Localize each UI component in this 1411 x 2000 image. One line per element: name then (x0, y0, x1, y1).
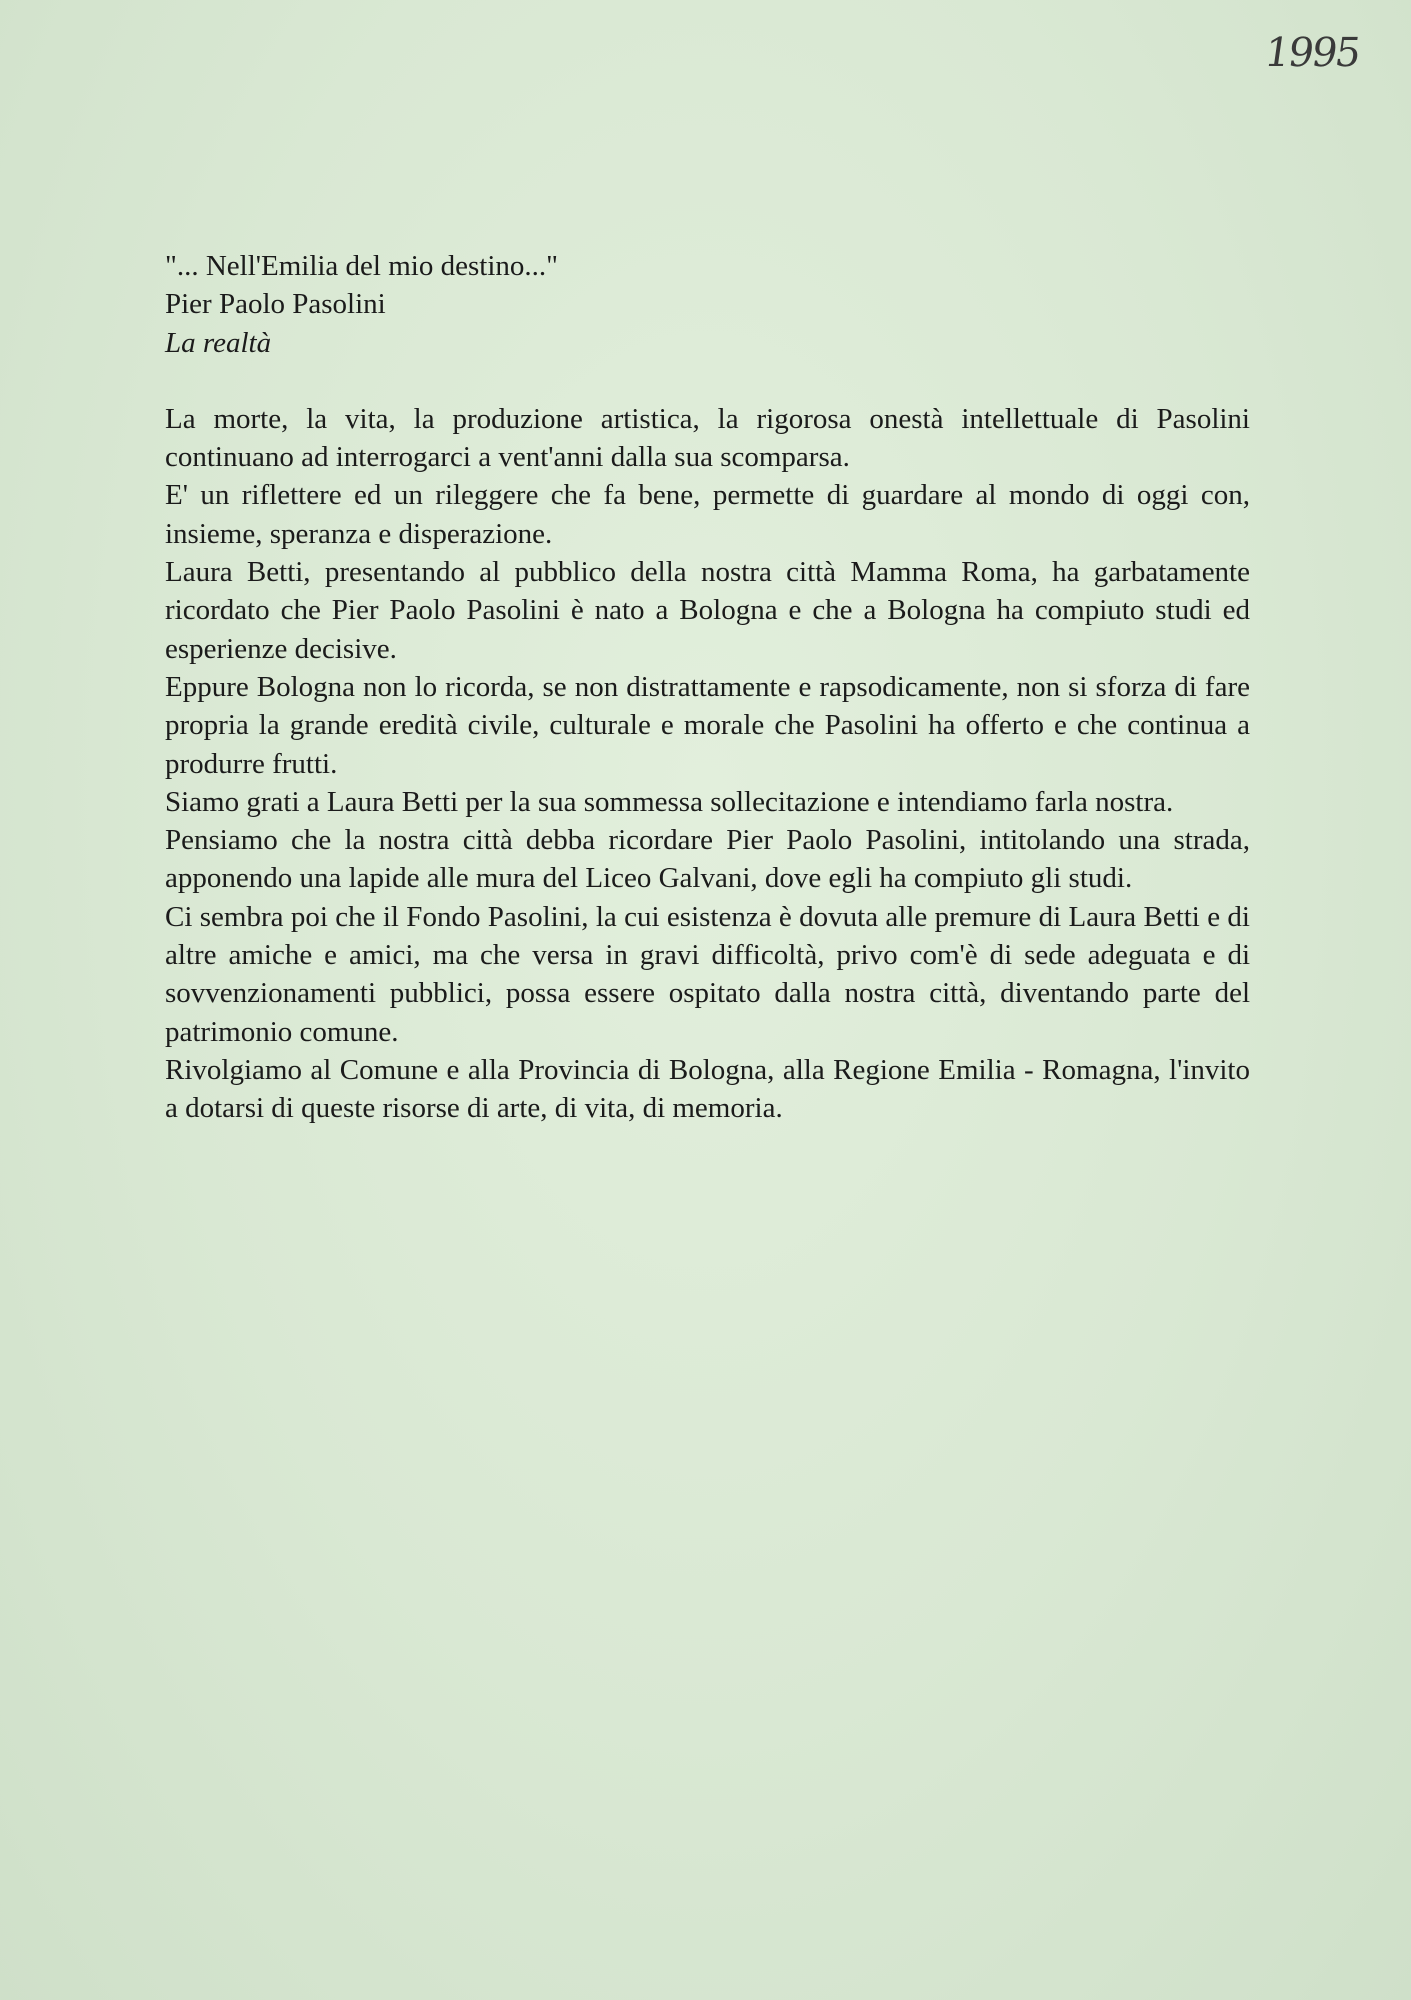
paragraph: Pensiamo che la nostra città debba ricordare Pier Paolo Pasolini, intitolando una strada, apponendo una lapide alle mura del Liceo Galvani, dove egli ha compiuto gli studi. (165, 824, 1250, 895)
epigraph-author: Pier Paolo Pasolini (165, 288, 386, 321)
epigraph (165, 247, 1250, 362)
paragraph: Eppure Bologna non lo ricorda, se non distrattamente e rapsodicamente, non si sforza di fare propria la grande eredità civile, culturale e morale che Pasolini ha offerto e che continua a produrre frutti. (165, 670, 1250, 780)
paragraph: Rivolgiamo al Comune e alla Provincia di Bologna, alla Regione Emilia - Romagna, l'invito a dotarsi di queste risorse di arte, di vita, di memoria. (165, 1053, 1250, 1125)
handwritten-year-annotation: 1995 (1261, 30, 1363, 76)
paragraph: Siamo grati a Laura Betti per la sua sommessa sollecitazione e intendiamo farla nostra. (165, 785, 1174, 818)
document-body (165, 247, 1250, 1128)
paragraph: Ci sembra poi che il Fondo Pasolini, la cui esistenza è dovuta alle premure di Laura Betti e di altre amiche e amici, ma che versa in gravi difficoltà, privo com'è di sede adeguata e di sovvenzionamenti pubblici, possa essere ospitato dalla nostra città, diventando parte del patrimonio comune. (165, 900, 1250, 1048)
paragraph: La morte, la vita, la produzione artistica, la rigorosa onestà intellettuale di Pasolini continuano ad interrogarci a vent'anni dalla sua scomparsa. (165, 402, 1250, 474)
paragraph: Laura Betti, presentando al pubblico della nostra città Mamma Roma, ha garbatamente ricordato che Pier Paolo Pasolini è nato a Bologna e che a Bologna ha compiuto studi ed esperienze decisive. (165, 556, 1250, 665)
paragraph: E' un riflettere ed un rileggere che fa bene, permette di guardare al mondo di oggi con, insieme, speranza e disperazione. (165, 479, 1250, 550)
epigraph-quote: "... Nell'Emilia del mio destino..." (165, 250, 558, 282)
epigraph-source: La realtà (165, 326, 272, 359)
body-text (165, 400, 1250, 1128)
